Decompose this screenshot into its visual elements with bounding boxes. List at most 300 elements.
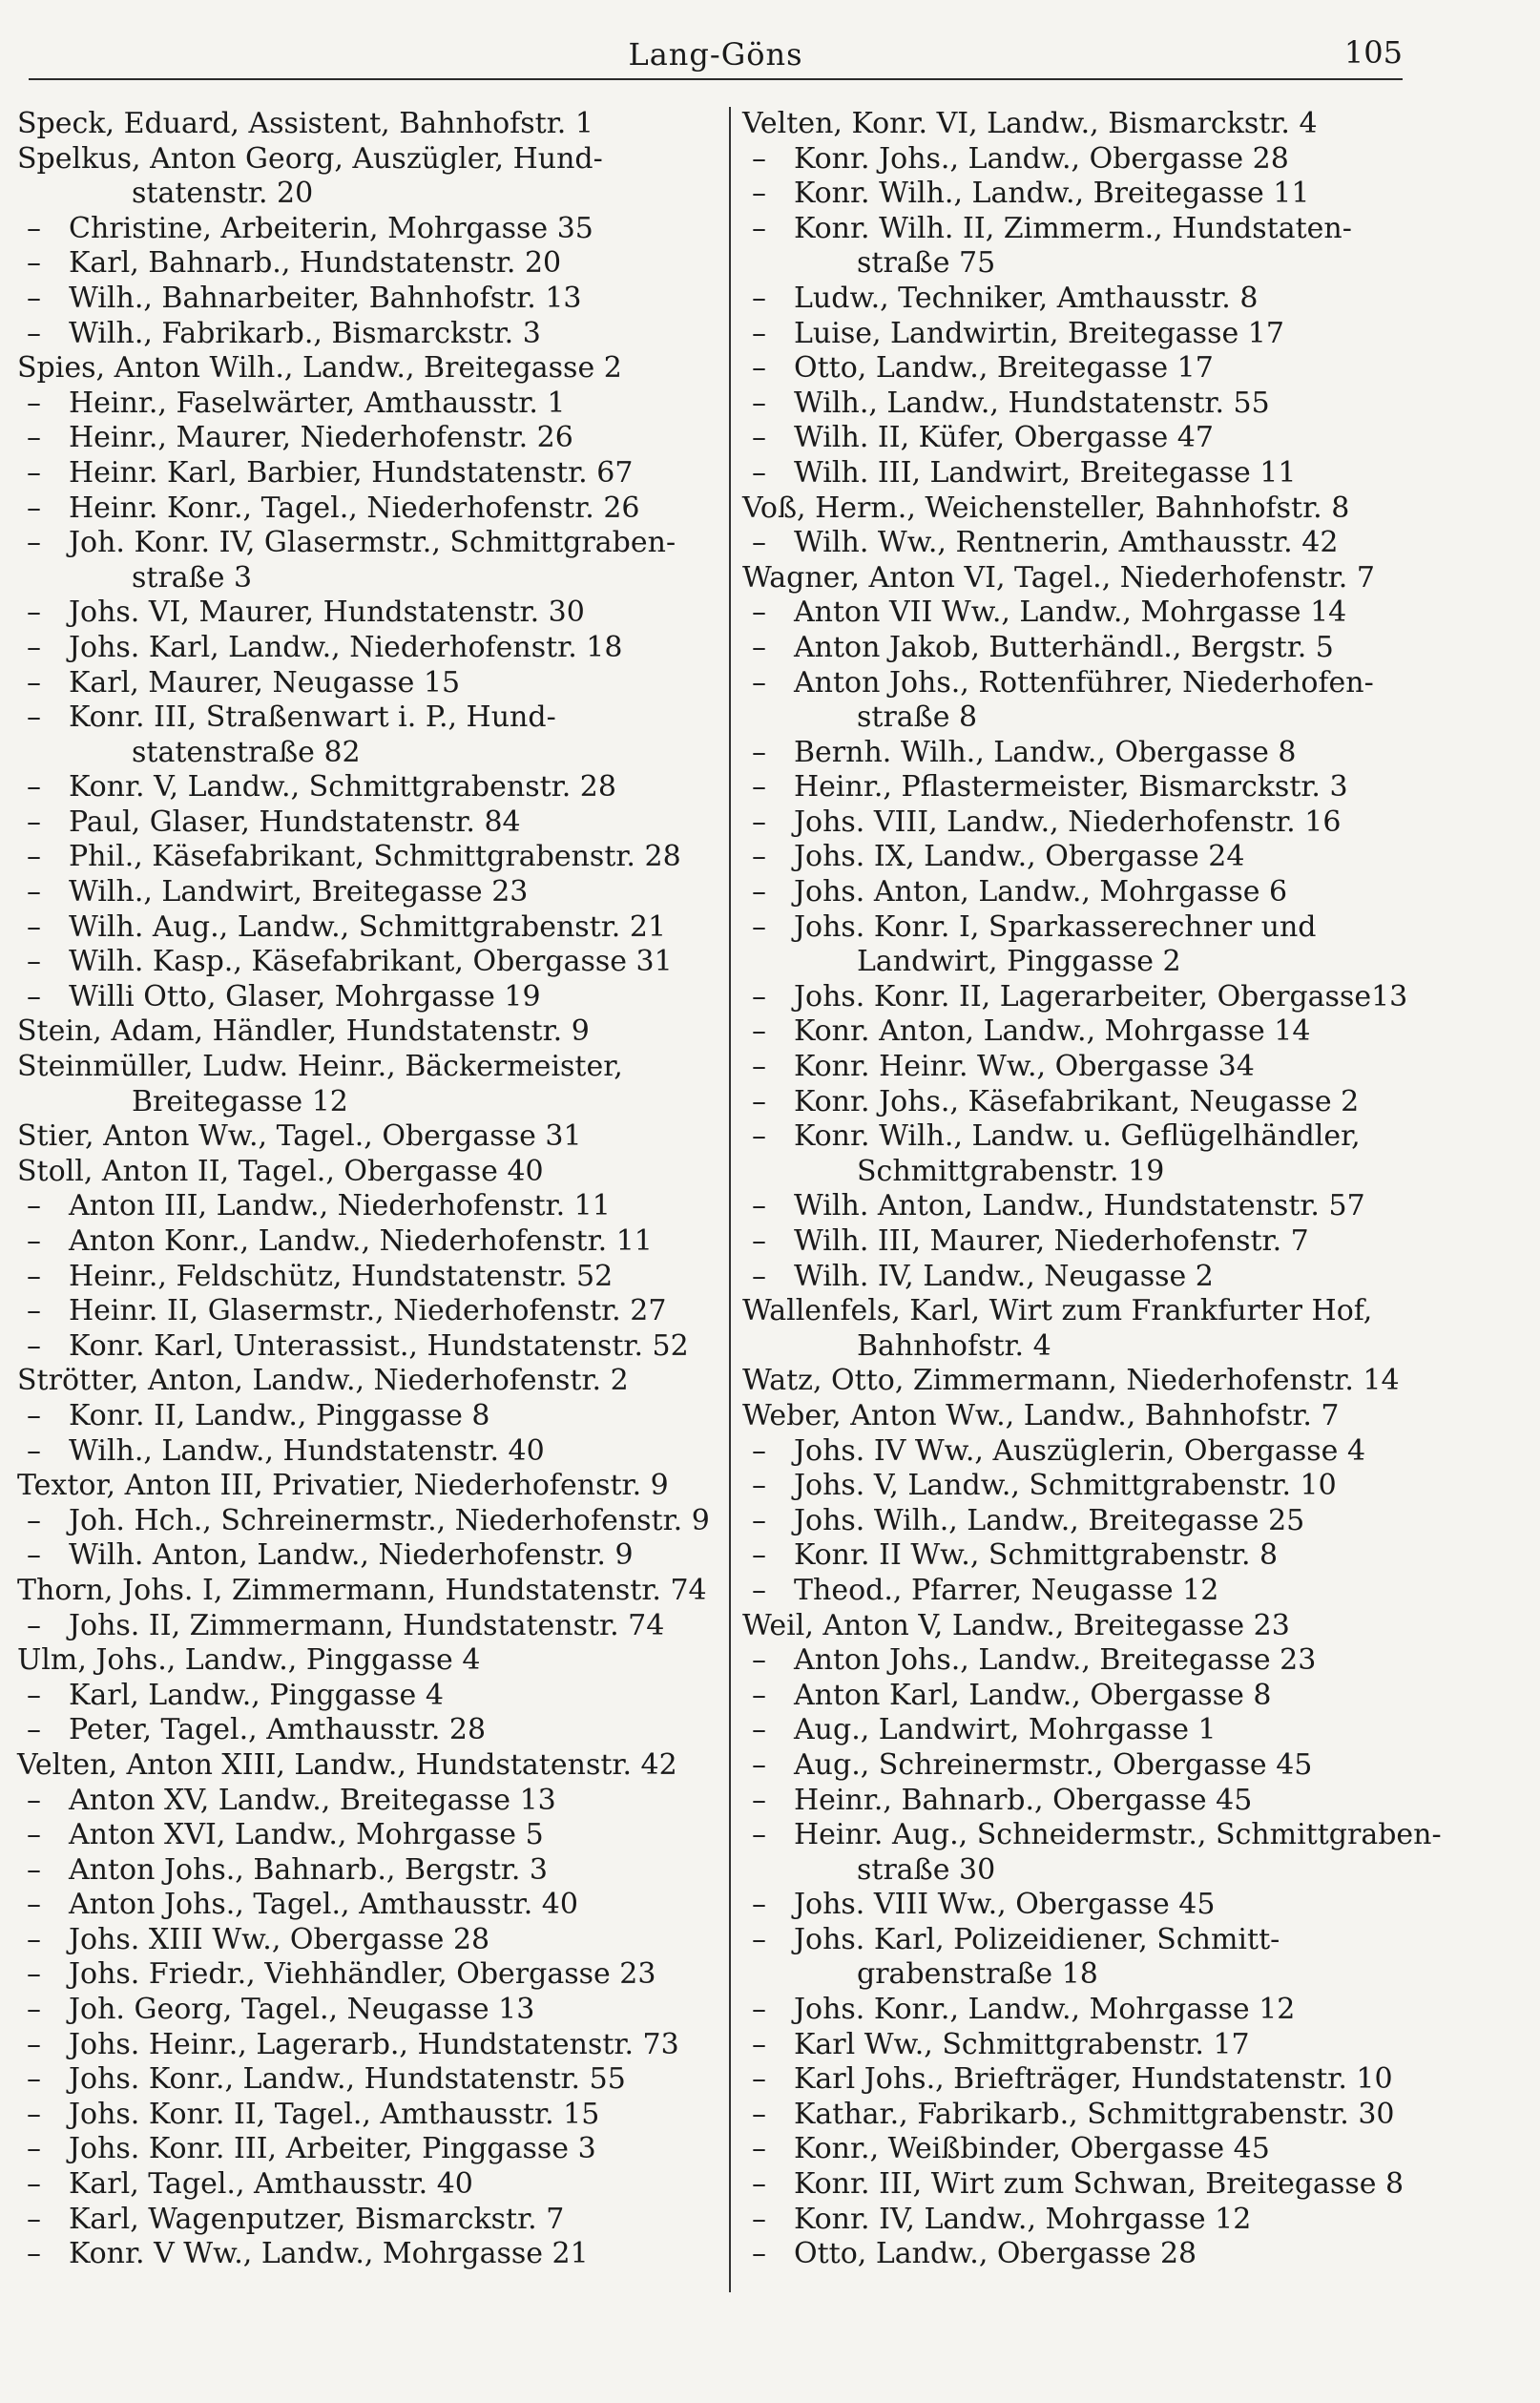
ditto-dash: – xyxy=(27,1852,41,1887)
ditto-dash: – xyxy=(752,455,766,490)
entry-text: Steinmüller, Ludw. Heinr., Bäckermeister, xyxy=(17,1050,623,1084)
entry-text: Johs. Wilh., Landw., Breitegasse 25 xyxy=(794,1503,1305,1537)
entry-text: Wilh. Anton, Landw., Hundstatenstr. 57 xyxy=(794,1189,1365,1223)
directory-entry xyxy=(742,1713,1444,1748)
ditto-dash: – xyxy=(27,1224,41,1258)
entry-text: Weil, Anton V, Landw., Breitegasse 23 xyxy=(742,1608,1290,1642)
entry-text: Karl, Wagenputzer, Bismarckstr. 7 xyxy=(69,2202,565,2236)
directory-entry xyxy=(17,875,718,910)
ditto-dash: – xyxy=(752,1119,766,1154)
ditto-dash: – xyxy=(752,630,766,664)
ditto-dash: – xyxy=(27,1398,41,1432)
directory-entry xyxy=(17,1679,718,1714)
directory-entry xyxy=(17,526,718,561)
directory-entry xyxy=(742,2098,1444,2133)
directory-entry xyxy=(742,456,1444,491)
entry-text: Otto, Landw., Breitegasse 17 xyxy=(794,351,1214,386)
directory-entry xyxy=(742,561,1444,596)
entry-text: Johs. II, Zimmermann, Hundstatenstr. 74 xyxy=(69,1608,665,1642)
entry-text: Wilh., Bahnarbeiter, Bahnhofstr. 13 xyxy=(69,281,582,315)
entry-text: Wilh., Fabrikarb., Bismarckstr. 3 xyxy=(69,316,541,350)
entry-text: Peter, Tagel., Amthausstr. 28 xyxy=(69,1713,487,1747)
directory-entry xyxy=(742,2132,1444,2167)
directory-entry xyxy=(17,1399,718,1434)
directory-entry xyxy=(17,351,718,387)
directory-entry xyxy=(742,387,1444,422)
ditto-dash: – xyxy=(752,1573,766,1607)
ditto-dash: – xyxy=(27,1818,41,1852)
entry-text: Wilh., Landw., Hundstatenstr. 40 xyxy=(69,1433,545,1468)
entry-text: Konr. V Ww., Landw., Mohrgasse 21 xyxy=(69,2237,589,2271)
ditto-dash: – xyxy=(752,840,766,874)
entry-text: Anton Johs., Tagel., Amthausstr. 40 xyxy=(69,1888,578,1922)
directory-entry xyxy=(17,1119,718,1155)
directory-entry xyxy=(17,1574,718,1609)
directory-entry xyxy=(17,1504,718,1539)
entry-text: Wilh., Landwirt, Breitegasse 23 xyxy=(69,875,529,909)
directory-entry xyxy=(742,1993,1444,2028)
ditto-dash: – xyxy=(752,1818,766,1852)
directory-entry xyxy=(742,1748,1444,1784)
directory-entry xyxy=(17,1224,718,1260)
ditto-dash: – xyxy=(752,526,766,560)
entry-text: Karl, Maurer, Neugasse 15 xyxy=(69,665,461,700)
ditto-dash: – xyxy=(27,1538,41,1573)
ditto-dash: – xyxy=(752,1503,766,1537)
ditto-dash: – xyxy=(752,141,766,176)
ditto-dash: – xyxy=(27,1678,41,1712)
directory-entry xyxy=(17,142,718,178)
directory-entry xyxy=(742,1050,1444,1085)
entry-text: grabenstraße 18 xyxy=(857,1957,1098,1992)
directory-entry xyxy=(17,1294,718,1329)
directory-entry xyxy=(742,1923,1444,1958)
ditto-dash: – xyxy=(27,1993,41,2027)
directory-entry xyxy=(17,1155,718,1190)
entry-text: Johs. Konr. II, Tagel., Amthausstr. 15 xyxy=(69,2097,600,2131)
directory-entry-continuation xyxy=(17,736,718,771)
entry-text: Konr. Heinr. Ww., Obergasse 34 xyxy=(794,1050,1255,1084)
ditto-dash: – xyxy=(27,665,41,700)
directory-entry-continuation xyxy=(17,1085,718,1120)
entry-text: Otto, Landw., Obergasse 28 xyxy=(794,2237,1197,2271)
entry-text: Karl Johs., Briefträger, Hundstatenstr. 10 xyxy=(794,2062,1393,2097)
ditto-dash: – xyxy=(752,1713,766,1747)
entry-text: Wagner, Anton VI, Tagel., Niederhofenstr. 7 xyxy=(742,560,1375,595)
ditto-dash: – xyxy=(27,421,41,455)
entry-text: Johs. VI, Maurer, Hundstatenstr. 30 xyxy=(69,596,585,630)
directory-entry xyxy=(742,910,1444,946)
ditto-dash: – xyxy=(752,1014,766,1049)
entry-text: Konr. IV, Landw., Mohrgasse 12 xyxy=(794,2202,1252,2236)
ditto-dash: – xyxy=(752,1224,766,1258)
ditto-dash: – xyxy=(752,1747,766,1782)
directory-entry xyxy=(17,2132,718,2167)
directory-entry xyxy=(742,2062,1444,2098)
ditto-dash: – xyxy=(752,1433,766,1468)
directory-entry-continuation xyxy=(742,1155,1444,1190)
entry-text: Kathar., Fabrikarb., Schmittgrabenstr. 30 xyxy=(794,2097,1395,2131)
entry-text: Johs. XIII Ww., Obergasse 28 xyxy=(69,1922,490,1956)
entry-text: Joh. Konr. IV, Glasermstr., Schmittgraben- xyxy=(69,526,676,560)
directory-entry xyxy=(17,1888,718,1923)
directory-entry xyxy=(17,2237,718,2272)
directory-entry xyxy=(17,107,718,142)
entry-text: Anton Johs., Rottenführer, Niederhofen- xyxy=(794,665,1374,700)
directory-entry xyxy=(17,980,718,1015)
directory-entry xyxy=(17,700,718,736)
directory-entry xyxy=(742,317,1444,352)
directory-entry-continuation xyxy=(742,1957,1444,1993)
ditto-dash: – xyxy=(27,2062,41,2097)
directory-entry xyxy=(17,631,718,666)
directory-entry xyxy=(742,1784,1444,1819)
directory-entry xyxy=(17,1609,718,1644)
ditto-dash: – xyxy=(27,281,41,315)
ditto-dash: – xyxy=(27,2167,41,2202)
directory-entry xyxy=(742,666,1444,701)
ditto-dash: – xyxy=(27,1888,41,1922)
directory-entry xyxy=(742,1294,1444,1329)
directory-entry xyxy=(17,1260,718,1295)
entry-text: Wilh. IV, Landw., Neugasse 2 xyxy=(794,1259,1214,1293)
directory-entry xyxy=(742,1574,1444,1609)
directory-entry xyxy=(742,1609,1444,1644)
entry-text: Wilh. III, Landwirt, Breitegasse 11 xyxy=(794,455,1297,490)
ditto-dash: – xyxy=(27,1294,41,1328)
entry-text: Heinr., Pflastermeister, Bismarckstr. 3 xyxy=(794,770,1348,804)
directory-entry xyxy=(742,1434,1444,1470)
directory-entry xyxy=(17,1923,718,1958)
directory-entry xyxy=(742,1888,1444,1923)
directory-entry xyxy=(17,2203,718,2238)
ditto-dash: – xyxy=(752,1678,766,1712)
entry-text: Watz, Otto, Zimmermann, Niederhofenstr. 14 xyxy=(742,1364,1400,1398)
directory-entry xyxy=(17,596,718,631)
ditto-dash: – xyxy=(752,804,766,839)
directory-entry xyxy=(742,142,1444,178)
ditto-dash: – xyxy=(752,351,766,386)
entry-text: Schmittgrabenstr. 19 xyxy=(857,1154,1165,1188)
entry-text: straße 3 xyxy=(132,560,253,595)
directory-entry-continuation xyxy=(742,1329,1444,1365)
entry-text: Johs. Konr., Landw., Hundstatenstr. 55 xyxy=(69,2062,626,2097)
entry-text: Johs. Konr. III, Arbeiter, Pinggasse 3 xyxy=(69,2132,596,2166)
directory-entry xyxy=(17,2028,718,2063)
right-column xyxy=(742,107,1444,2272)
ditto-dash: – xyxy=(27,840,41,874)
directory-entry xyxy=(742,1469,1444,1504)
directory-entry xyxy=(742,1399,1444,1434)
directory-entry-continuation xyxy=(742,1853,1444,1889)
directory-entry xyxy=(742,1538,1444,1574)
entry-text: Konr. Karl, Unterassist., Hundstatenstr. 52 xyxy=(69,1328,689,1363)
directory-entry xyxy=(17,910,718,946)
directory-entry xyxy=(742,1085,1444,1120)
directory-entry-continuation xyxy=(17,177,718,212)
ditto-dash: – xyxy=(27,386,41,420)
entry-text: Theod., Pfarrer, Neugasse 12 xyxy=(794,1573,1219,1607)
directory-entry xyxy=(742,282,1444,317)
ditto-dash: – xyxy=(27,1328,41,1363)
entry-text: Wilh. Ww., Rentnerin, Amthausstr. 42 xyxy=(794,526,1339,560)
directory-entry xyxy=(742,1224,1444,1260)
entry-text: Stein, Adam, Händler, Hundstatenstr. 9 xyxy=(17,1014,590,1049)
ditto-dash: – xyxy=(27,1189,41,1223)
ditto-dash: – xyxy=(752,1050,766,1084)
directory-entry xyxy=(17,1784,718,1819)
directory-entry xyxy=(17,1050,718,1085)
entry-text: Anton VII Ww., Landw., Mohrgasse 14 xyxy=(794,596,1347,630)
ditto-dash: – xyxy=(27,804,41,839)
entry-text: Heinr., Bahnarb., Obergasse 45 xyxy=(794,1783,1253,1817)
directory-entry xyxy=(17,1364,718,1399)
ditto-dash: – xyxy=(27,909,41,944)
ditto-dash: – xyxy=(27,770,41,804)
ditto-dash: – xyxy=(27,2097,41,2131)
directory-entry xyxy=(742,1189,1444,1224)
entry-text: Johs. Konr. I, Sparkasserechner und xyxy=(794,909,1317,944)
directory-entry xyxy=(17,1748,718,1784)
directory-entry xyxy=(17,1957,718,1993)
entry-text: Johs. Karl, Polizeidiener, Schmitt- xyxy=(794,1922,1280,1956)
ditto-dash: – xyxy=(27,700,41,735)
entry-text: straße 30 xyxy=(857,1852,996,1887)
entry-text: Konr. Johs., Käsefabrikant, Neugasse 2 xyxy=(794,1084,1360,1118)
entry-text: Anton Karl, Landw., Obergasse 8 xyxy=(794,1678,1272,1712)
ditto-dash: – xyxy=(752,1084,766,1118)
ditto-dash: – xyxy=(752,2027,766,2061)
ditto-dash: – xyxy=(752,281,766,315)
left-column xyxy=(17,107,718,2272)
ditto-dash: – xyxy=(752,909,766,944)
directory-entry xyxy=(742,491,1444,527)
entry-text: Johs. V, Landw., Schmittgrabenstr. 10 xyxy=(794,1469,1337,1503)
entry-text: Konr. III, Wirt zum Schwan, Breitegasse 8 xyxy=(794,2167,1405,2202)
ditto-dash: – xyxy=(752,2062,766,2097)
directory-entry xyxy=(17,421,718,456)
directory-entry xyxy=(742,1014,1444,1050)
entry-text: Strötter, Anton, Landw., Niederhofenstr. 2 xyxy=(17,1364,629,1398)
ditto-dash: – xyxy=(27,875,41,909)
entry-text: Heinr., Maurer, Niederhofenstr. 26 xyxy=(69,421,573,455)
entry-text: Konr. Wilh. II, Zimmerm., Hundstaten- xyxy=(794,211,1352,245)
ditto-dash: – xyxy=(752,2167,766,2202)
entry-text: straße 8 xyxy=(857,700,978,735)
entry-text: Weber, Anton Ww., Landw., Bahnhofstr. 7 xyxy=(742,1398,1340,1432)
directory-entry xyxy=(17,2062,718,2098)
entry-text: Konr. II Ww., Schmittgrabenstr. 8 xyxy=(794,1538,1279,1573)
directory-entry xyxy=(17,945,718,980)
ditto-dash: – xyxy=(27,2132,41,2166)
entry-text: Ulm, Johs., Landw., Pinggasse 4 xyxy=(17,1643,481,1678)
entry-text: Luise, Landwirtin, Breitegasse 17 xyxy=(794,316,1284,350)
ditto-dash: – xyxy=(752,1189,766,1223)
entry-text: Johs. IV Ww., Auszüglerin, Obergasse 4 xyxy=(794,1433,1366,1468)
entry-text: Johs. Konr. II, Lagerarbeiter, Obergasse13 xyxy=(794,979,1408,1013)
ditto-dash: – xyxy=(752,596,766,630)
ditto-dash: – xyxy=(27,211,41,245)
entry-text: Voß, Herm., Weichensteller, Bahnhofstr. 8 xyxy=(742,491,1350,525)
entry-text: Velten, Konr. VI, Landw., Bismarckstr. 4 xyxy=(742,107,1318,140)
ditto-dash: – xyxy=(752,2132,766,2166)
entry-text: Anton Johs., Bahnarb., Bergstr. 3 xyxy=(69,1852,548,1887)
directory-entry xyxy=(17,1818,718,1853)
entry-text: Johs. Konr., Landw., Mohrgasse 12 xyxy=(794,1993,1296,2027)
entry-text: Johs. Heinr., Lagerarb., Hundstatenstr. 73 xyxy=(69,2027,679,2061)
directory-entry xyxy=(17,282,718,317)
directory-entry xyxy=(17,2167,718,2203)
ditto-dash: – xyxy=(27,979,41,1013)
entry-text: Bahnhofstr. 4 xyxy=(857,1328,1051,1363)
entry-text: Wilh. III, Maurer, Niederhofenstr. 7 xyxy=(794,1224,1309,1258)
ditto-dash: – xyxy=(27,1783,41,1817)
ditto-dash: – xyxy=(752,1888,766,1922)
ditto-dash: – xyxy=(752,1259,766,1293)
entry-text: Bernh. Wilh., Landw., Obergasse 8 xyxy=(794,735,1297,769)
entry-text: Johs. Karl, Landw., Niederhofenstr. 18 xyxy=(69,630,623,664)
ditto-dash: – xyxy=(752,421,766,455)
directory-entry xyxy=(17,1329,718,1365)
directory-entry xyxy=(742,1260,1444,1295)
directory-entry xyxy=(17,1853,718,1889)
directory-entry xyxy=(742,1818,1444,1853)
entry-text: Konr. Johs., Landw., Obergasse 28 xyxy=(794,141,1289,176)
ditto-dash: – xyxy=(27,1713,41,1747)
entry-text: Speck, Eduard, Assistent, Bahnhofstr. 1 xyxy=(17,107,593,140)
entry-text: Konr. Wilh., Landw. u. Geflügelhändler, xyxy=(794,1119,1361,1154)
entry-text: Karl, Landw., Pinggasse 4 xyxy=(69,1678,444,1712)
column-divider xyxy=(729,107,731,2292)
ditto-dash: – xyxy=(752,1922,766,1956)
entry-text: Karl, Tagel., Amthausstr. 40 xyxy=(69,2167,473,2202)
page-title: Lang-Göns xyxy=(628,36,803,73)
entry-text: Aug., Landwirt, Mohrgasse 1 xyxy=(794,1713,1217,1747)
ditto-dash: – xyxy=(27,596,41,630)
entry-text: Konr., Weißbinder, Obergasse 45 xyxy=(794,2132,1270,2166)
directory-entry xyxy=(742,1364,1444,1399)
directory-entry xyxy=(17,212,718,247)
entry-text: Christine, Arbeiterin, Mohrgasse 35 xyxy=(69,211,593,245)
directory-entry xyxy=(742,107,1444,142)
entry-text: Heinr., Faselwärter, Amthausstr. 1 xyxy=(69,386,566,420)
entry-text: Joh. Hch., Schreinermstr., Niederhofenstr. 9 xyxy=(69,1503,710,1537)
directory-entry xyxy=(17,2098,718,2133)
entry-text: Heinr. II, Glasermstr., Niederhofenstr. 27 xyxy=(69,1294,667,1328)
entry-text: Heinr. Konr., Tagel., Niederhofenstr. 26 xyxy=(69,491,640,525)
entry-text: Wilh., Landw., Hundstatenstr. 55 xyxy=(794,386,1270,420)
directory-entry xyxy=(17,317,718,352)
ditto-dash: – xyxy=(27,2027,41,2061)
directory-entry xyxy=(17,1643,718,1679)
directory-entry-continuation xyxy=(742,700,1444,736)
directory-entry xyxy=(742,2203,1444,2238)
directory-entry xyxy=(17,491,718,527)
entry-text: Wilh. Aug., Landw., Schmittgrabenstr. 21 xyxy=(69,909,667,944)
directory-entry xyxy=(742,2237,1444,2272)
ditto-dash: – xyxy=(27,246,41,281)
entry-text: statenstraße 82 xyxy=(132,735,361,769)
entry-text: Johs. Anton, Landw., Mohrgasse 6 xyxy=(794,875,1288,909)
entry-text: Anton Johs., Landw., Breitegasse 23 xyxy=(794,1643,1317,1678)
ditto-dash: – xyxy=(752,2237,766,2271)
ditto-dash: – xyxy=(752,1538,766,1573)
entry-text: Stoll, Anton II, Tagel., Obergasse 40 xyxy=(17,1154,544,1188)
entry-text: Karl Ww., Schmittgrabenstr. 17 xyxy=(794,2027,1250,2061)
ditto-dash: – xyxy=(752,316,766,350)
entry-text: Phil., Käsefabrikant, Schmittgrabenstr. 28 xyxy=(69,840,681,874)
entry-text: Heinr. Aug., Schneidermstr., Schmittgraben- xyxy=(794,1818,1442,1852)
ditto-dash: – xyxy=(752,875,766,909)
ditto-dash: – xyxy=(27,1957,41,1992)
ditto-dash: – xyxy=(27,2202,41,2236)
ditto-dash: – xyxy=(752,770,766,804)
entry-text: Anton XVI, Landw., Mohrgasse 5 xyxy=(69,1818,544,1852)
directory-entry-continuation xyxy=(742,945,1444,980)
ditto-dash: – xyxy=(27,526,41,560)
directory-entry xyxy=(742,596,1444,631)
directory-entry xyxy=(742,2028,1444,2063)
directory-entry xyxy=(742,212,1444,247)
ditto-dash: – xyxy=(752,211,766,245)
entry-text: Konr. Wilh., Landw., Breitegasse 11 xyxy=(794,177,1310,211)
entry-text: straße 75 xyxy=(857,246,996,281)
entry-text: Johs. VIII Ww., Obergasse 45 xyxy=(794,1888,1216,1922)
ditto-dash: – xyxy=(27,1503,41,1537)
directory-entry xyxy=(742,1643,1444,1679)
directory-entry-continuation xyxy=(742,246,1444,282)
directory-entry xyxy=(742,351,1444,387)
directory-entry xyxy=(17,805,718,841)
entry-text: Anton Jakob, Butterhändl., Bergstr. 5 xyxy=(794,630,1334,664)
entry-text: Thorn, Johs. I, Zimmermann, Hundstatenstr. 74 xyxy=(17,1573,707,1607)
ditto-dash: – xyxy=(752,665,766,700)
directory-entry xyxy=(742,840,1444,875)
entry-text: Spelkus, Anton Georg, Auszügler, Hund- xyxy=(17,141,603,176)
directory-entry xyxy=(742,736,1444,771)
entry-text: Heinr. Karl, Barbier, Hundstatenstr. 67 xyxy=(69,455,634,490)
directory-entry xyxy=(742,526,1444,561)
ditto-dash: – xyxy=(27,491,41,525)
entry-text: Paul, Glaser, Hundstatenstr. 84 xyxy=(69,804,521,839)
directory-entry xyxy=(742,770,1444,805)
ditto-dash: – xyxy=(752,1643,766,1678)
entry-text: Konr. II, Landw., Pinggasse 8 xyxy=(69,1398,490,1432)
entry-text: Wilh. Anton, Landw., Niederhofenstr. 9 xyxy=(69,1538,634,1573)
entry-text: Velten, Anton XIII, Landw., Hundstatenstr. 42 xyxy=(17,1747,677,1782)
directory-entry xyxy=(17,1014,718,1050)
ditto-dash: – xyxy=(752,2202,766,2236)
directory-entry xyxy=(742,421,1444,456)
ditto-dash: – xyxy=(752,1783,766,1817)
directory-entry xyxy=(742,1504,1444,1539)
directory-entry xyxy=(17,1434,718,1470)
directory-entry xyxy=(742,980,1444,1015)
ditto-dash: – xyxy=(27,630,41,664)
entry-text: Spies, Anton Wilh., Landw., Breitegasse 2 xyxy=(17,351,622,386)
ditto-dash: – xyxy=(752,386,766,420)
ditto-dash: – xyxy=(27,316,41,350)
ditto-dash: – xyxy=(27,2237,41,2271)
entry-text: Anton XV, Landw., Breitegasse 13 xyxy=(69,1783,556,1817)
ditto-dash: – xyxy=(27,945,41,979)
ditto-dash: – xyxy=(752,735,766,769)
entry-text: Konr. V, Landw., Schmittgrabenstr. 28 xyxy=(69,770,616,804)
entry-text: Johs. IX, Landw., Obergasse 24 xyxy=(794,840,1245,874)
ditto-dash: – xyxy=(27,1259,41,1293)
entry-text: Konr. III, Straßenwart i. P., Hund- xyxy=(69,700,556,735)
entry-text: Wilh. II, Küfer, Obergasse 47 xyxy=(794,421,1214,455)
